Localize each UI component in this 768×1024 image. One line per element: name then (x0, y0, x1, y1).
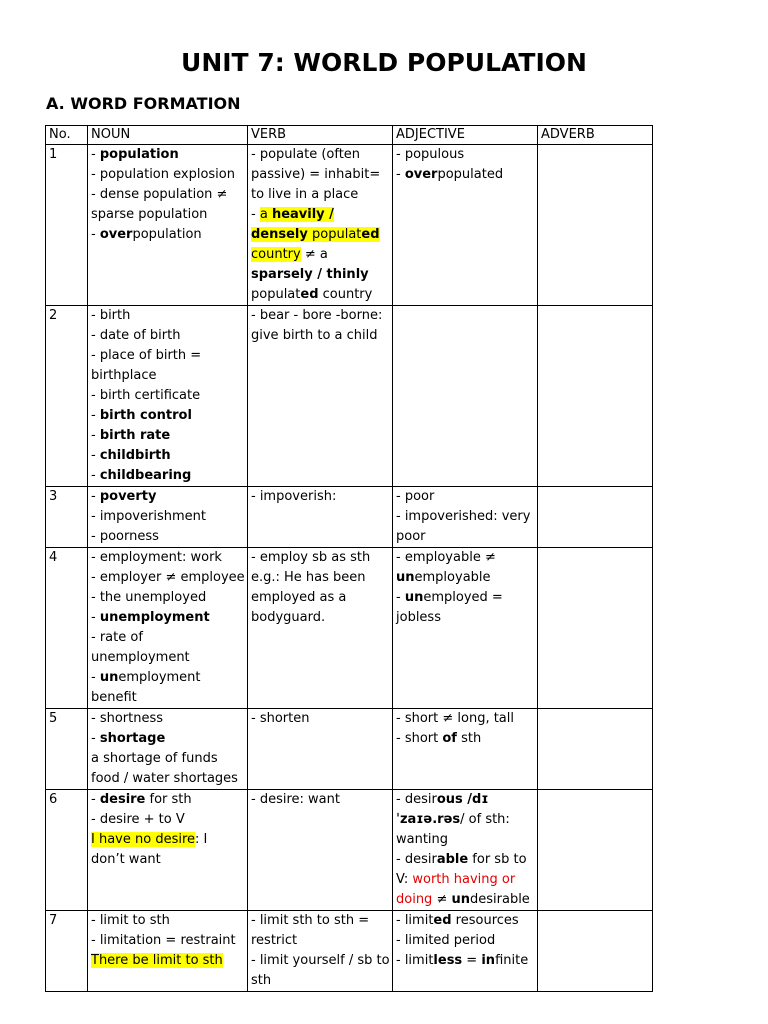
adjective-line (396, 850, 534, 870)
text-segment: country (251, 247, 301, 262)
text-segment: able (436, 852, 469, 867)
adjective-cell (393, 145, 538, 306)
text-segment: - populate (often (251, 147, 361, 162)
text-segment: sth (251, 973, 272, 988)
text-segment: childbirth (99, 448, 171, 463)
text-segment: - (91, 227, 100, 242)
text-segment: - shorten (251, 711, 310, 726)
text-segment: - desire + to V (91, 812, 185, 827)
text-segment: - impoverished: very (396, 509, 531, 524)
noun-line (91, 487, 244, 507)
text-segment: in (481, 953, 496, 968)
verb-line (251, 185, 389, 205)
text-segment: for sth (145, 792, 192, 807)
adverb-cell (538, 145, 653, 306)
text-segment: - desir (396, 792, 437, 807)
noun-line (91, 386, 244, 406)
text-segment: - (91, 670, 100, 685)
adverb-cell (538, 790, 653, 911)
text-segment: - employ sb as sth (251, 550, 371, 565)
verb-cell (248, 548, 393, 709)
noun-line (91, 830, 244, 850)
noun-line (91, 951, 244, 971)
noun-cell (88, 306, 248, 487)
text-segment: give birth to a child (251, 328, 378, 343)
noun-line (91, 548, 244, 568)
verb-line (251, 285, 389, 305)
verb-line (251, 326, 389, 346)
adjective-line (396, 145, 534, 165)
text-segment: ous (436, 792, 463, 807)
text-segment: unemployment (91, 650, 190, 665)
text-segment: jobless (396, 610, 441, 625)
noun-cell (88, 911, 248, 992)
text-segment: - (91, 731, 100, 746)
verb-line (251, 608, 389, 628)
text-segment: ed (433, 913, 452, 928)
adjective-line (396, 548, 534, 568)
table-row (46, 911, 653, 992)
text-segment: - (396, 167, 405, 182)
noun-cell (88, 790, 248, 911)
adjective-line (396, 890, 534, 910)
verb-cell (248, 306, 393, 487)
noun-line (91, 810, 244, 830)
verb-line (251, 790, 389, 810)
text-segment: : I (195, 832, 208, 847)
adjective-line (396, 568, 534, 588)
noun-line (91, 668, 244, 688)
text-segment: finite (495, 953, 529, 968)
adjective-cell (393, 487, 538, 548)
adverb-cell (538, 306, 653, 487)
text-segment: - (91, 489, 100, 504)
noun-line (91, 729, 244, 749)
noun-line (91, 446, 244, 466)
adjective-line (396, 810, 534, 830)
text-segment: employable (414, 570, 491, 585)
text-segment: employed as a (251, 590, 347, 605)
adjective-line (396, 729, 534, 749)
adverb-cell (538, 709, 653, 790)
verb-line (251, 568, 389, 588)
verb-cell (248, 487, 393, 548)
text-segment: - (396, 590, 405, 605)
text-segment: - (91, 448, 100, 463)
row-number: 3 (46, 487, 88, 548)
text-segment: I have no desire (91, 832, 196, 847)
text-segment: food / water shortages (91, 771, 238, 786)
table-row (46, 487, 653, 548)
text-segment: for sb to (468, 852, 527, 867)
text-segment: - employable ≠ (396, 550, 496, 565)
adjective-line (396, 608, 534, 628)
section-heading: A. WORD FORMATION (46, 94, 241, 113)
adjective-line (396, 790, 534, 810)
noun-line (91, 588, 244, 608)
text-segment: doing (396, 892, 433, 907)
noun-line (91, 628, 244, 648)
text-segment: = (462, 953, 482, 968)
noun-line (91, 466, 244, 486)
text-segment: There be limit to sth (91, 953, 223, 968)
text-segment: - desire: want (251, 792, 340, 807)
noun-line (91, 527, 244, 547)
noun-cell (88, 487, 248, 548)
text-segment: childbearing (99, 468, 192, 483)
adjective-cell (393, 911, 538, 992)
text-segment: - limit sth to sth = (251, 913, 370, 928)
text-segment: - short ≠ long, tall (396, 711, 514, 726)
noun-line (91, 688, 244, 708)
text-segment: worth having or (412, 872, 516, 887)
text-segment: sparse population (91, 207, 208, 222)
text-segment: over (404, 167, 438, 182)
text-segment: - (91, 147, 100, 162)
noun-line (91, 911, 244, 931)
header-noun: NOUN (88, 126, 248, 145)
text-segment: - the unemployed (91, 590, 207, 605)
adjective-line (396, 588, 534, 608)
text-segment: poor (396, 529, 426, 544)
text-segment: - dense population ≠ (91, 187, 228, 202)
verb-cell (248, 709, 393, 790)
verb-line (251, 225, 389, 245)
text-segment: V: (396, 872, 413, 887)
text-segment: /dɪ (462, 792, 489, 807)
text-segment: - limit to sth (91, 913, 170, 928)
adjective-line (396, 870, 534, 890)
text-segment: ˈzaɪə.rəs (396, 812, 461, 827)
text-segment: - (91, 408, 100, 423)
text-segment: benefit (91, 690, 137, 705)
noun-line (91, 709, 244, 729)
text-segment: / of sth: (460, 812, 510, 827)
noun-line (91, 608, 244, 628)
text-segment: desire (99, 792, 146, 807)
text-segment: - limit (396, 953, 434, 968)
table-row (46, 709, 653, 790)
verb-cell (248, 790, 393, 911)
verb-line (251, 205, 389, 225)
header-adverb: ADVERB (538, 126, 653, 145)
verb-line (251, 951, 389, 971)
text-segment: poverty (99, 489, 157, 504)
adjective-line (396, 830, 534, 850)
text-segment: country (318, 287, 373, 302)
text-segment: ed (300, 287, 319, 302)
page-title: UNIT 7: WORLD POPULATION (181, 48, 587, 77)
text-segment: passive) = inhabit= (251, 167, 381, 182)
adverb-cell (538, 911, 653, 992)
text-segment: - (251, 207, 260, 222)
text-segment: - poorness (91, 529, 159, 544)
word-formation-table (45, 125, 653, 992)
verb-line (251, 487, 389, 507)
header-verb: VERB (248, 126, 393, 145)
noun-line (91, 145, 244, 165)
text-segment: - limited period (396, 933, 496, 948)
text-segment: of (442, 731, 457, 746)
adverb-cell (538, 548, 653, 709)
text-segment: birth control (99, 408, 192, 423)
text-segment: - desir (396, 852, 437, 867)
text-segment: wanting (396, 832, 449, 847)
verb-line (251, 265, 389, 285)
text-segment: less (433, 953, 463, 968)
adverb-cell (538, 487, 653, 548)
table-row (46, 790, 653, 911)
text-segment: - (91, 468, 100, 483)
text-segment: sparsely / thinly (251, 267, 369, 282)
adjective-line (396, 527, 534, 547)
table-row (46, 145, 653, 306)
noun-line (91, 185, 244, 205)
text-segment: ≠ (432, 892, 452, 907)
verb-line (251, 306, 389, 326)
text-segment: populat (307, 227, 362, 242)
noun-line (91, 165, 244, 185)
verb-line (251, 588, 389, 608)
text-segment: - (91, 792, 100, 807)
text-segment: densely (251, 227, 308, 242)
text-segment: population (99, 147, 179, 162)
text-segment: - bear - bore -borne: (251, 308, 383, 323)
adjective-line (396, 507, 534, 527)
text-segment: birth rate (99, 428, 171, 443)
adjective-line (396, 931, 534, 951)
row-number: 5 (46, 709, 88, 790)
text-segment: un (99, 670, 119, 685)
adjective-cell (393, 709, 538, 790)
noun-line (91, 306, 244, 326)
table-row (46, 306, 653, 487)
noun-cell (88, 709, 248, 790)
text-segment: - impoverish: (251, 489, 337, 504)
noun-cell (88, 548, 248, 709)
verb-line (251, 145, 389, 165)
text-segment: to live in a place (251, 187, 359, 202)
text-segment: restrict (251, 933, 298, 948)
text-segment: - poor (396, 489, 435, 504)
noun-line (91, 850, 244, 870)
text-segment: unemployment (99, 610, 210, 625)
adjective-line (396, 165, 534, 185)
noun-line (91, 205, 244, 225)
text-segment: un (396, 570, 415, 585)
noun-line (91, 406, 244, 426)
noun-line (91, 326, 244, 346)
text-segment: sth (456, 731, 482, 746)
text-segment: - populous (396, 147, 465, 162)
text-segment: - birth (91, 308, 131, 323)
verb-cell (248, 911, 393, 992)
noun-line (91, 769, 244, 789)
noun-line (91, 507, 244, 527)
adjective-line (396, 487, 534, 507)
adjective-cell (393, 306, 538, 487)
text-segment: un (404, 590, 424, 605)
adjective-cell (393, 548, 538, 709)
verb-line (251, 548, 389, 568)
adjective-line (396, 951, 534, 971)
text-segment: - short (396, 731, 443, 746)
text-segment: - limit yourself / sb to (251, 953, 390, 968)
text-segment: birthplace (91, 368, 157, 383)
noun-line (91, 648, 244, 668)
text-segment: a (259, 207, 272, 222)
text-segment: populated (437, 167, 504, 182)
text-segment: - employer ≠ employee (91, 570, 245, 585)
verb-cell (248, 145, 393, 306)
text-segment: populat (251, 287, 301, 302)
table-row (46, 548, 653, 709)
verb-line (251, 165, 389, 185)
noun-line (91, 749, 244, 769)
table-header-row (46, 126, 653, 145)
noun-line (91, 790, 244, 810)
adjective-line (396, 709, 534, 729)
text-segment: - impoverishment (91, 509, 206, 524)
verb-line (251, 971, 389, 991)
text-segment: heavily / (271, 207, 334, 222)
text-segment: ed (361, 227, 380, 242)
text-segment: shortage (99, 731, 166, 746)
text-segment: over (99, 227, 133, 242)
verb-line (251, 709, 389, 729)
text-segment: - employment: work (91, 550, 222, 565)
verb-line (251, 245, 389, 265)
text-segment: employment (118, 670, 201, 685)
text-segment: - rate of (91, 630, 143, 645)
text-segment: - (91, 610, 100, 625)
text-segment: resources (451, 913, 519, 928)
row-number: 6 (46, 790, 88, 911)
adjective-cell (393, 790, 538, 911)
text-segment: - population explosion (91, 167, 235, 182)
noun-line (91, 225, 244, 245)
text-segment: ≠ a (300, 247, 328, 262)
adjective-line (396, 911, 534, 931)
row-number: 1 (46, 145, 88, 306)
row-number: 7 (46, 911, 88, 992)
text-segment: - date of birth (91, 328, 181, 343)
noun-line (91, 346, 244, 366)
header-no: No. (46, 126, 88, 145)
text-segment: population (132, 227, 202, 242)
row-number: 4 (46, 548, 88, 709)
header-adjective: ADJECTIVE (393, 126, 538, 145)
text-segment: - birth certificate (91, 388, 201, 403)
text-segment: a shortage of funds (91, 751, 218, 766)
text-segment: - shortness (91, 711, 164, 726)
text-segment: - limitation = restraint (91, 933, 236, 948)
text-segment: un (451, 892, 470, 907)
noun-line (91, 931, 244, 951)
verb-line (251, 911, 389, 931)
text-segment: e.g.: He has been (251, 570, 366, 585)
text-segment: - (91, 428, 100, 443)
text-segment: - place of birth = (91, 348, 202, 363)
verb-line (251, 931, 389, 951)
text-segment: desirable (470, 892, 530, 907)
text-segment: employed = (423, 590, 503, 605)
text-segment: - limit (396, 913, 434, 928)
noun-line (91, 366, 244, 386)
row-number: 2 (46, 306, 88, 487)
text-segment: don’t want (91, 852, 161, 867)
noun-line (91, 426, 244, 446)
noun-line (91, 568, 244, 588)
text-segment: bodyguard. (251, 610, 326, 625)
noun-cell (88, 145, 248, 306)
